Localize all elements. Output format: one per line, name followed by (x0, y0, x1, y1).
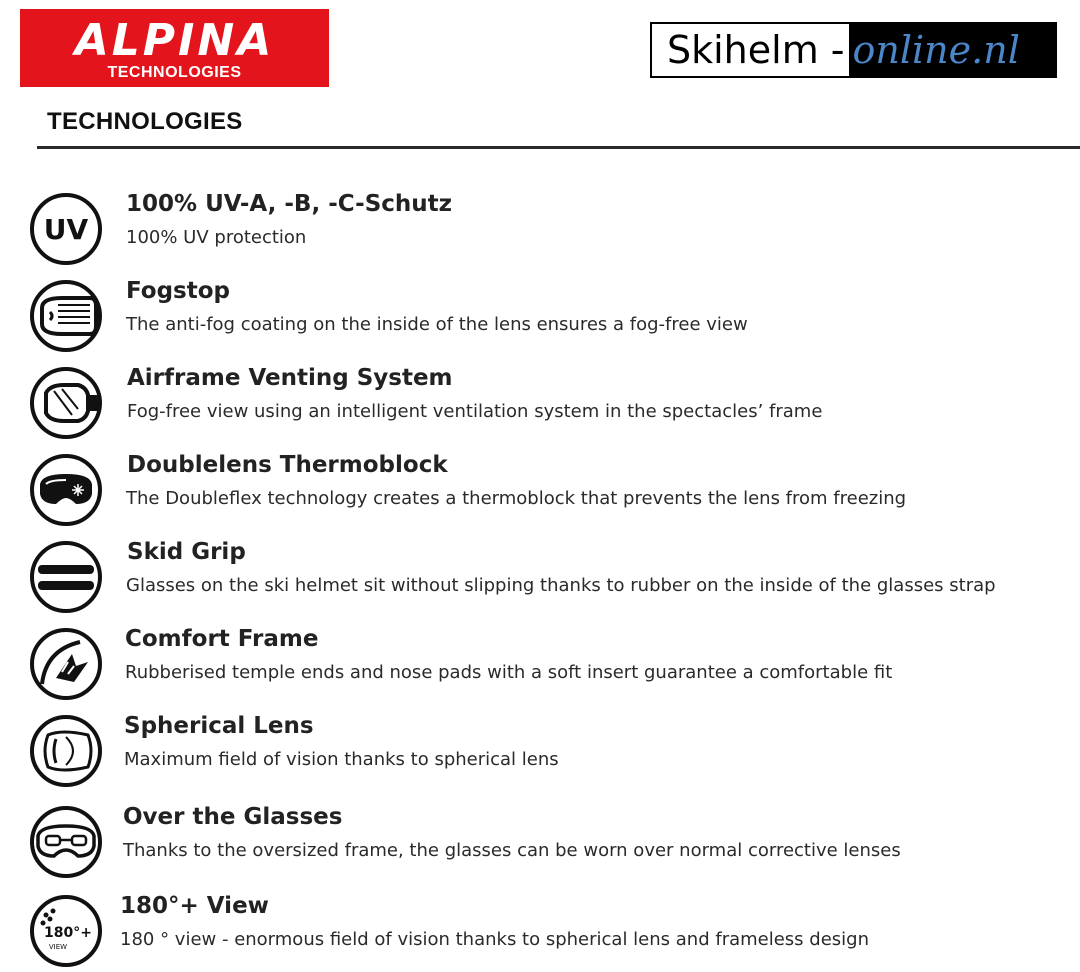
feature-description: Thanks to the oversized frame, the glasses can be worn over normal corrective lenses (123, 840, 901, 861)
feature-title: Comfort Frame (125, 626, 319, 652)
feature-item-over-the-glasses (28, 804, 1080, 884)
feature-item-skid-grip (28, 539, 1080, 619)
180-view-icon (28, 893, 104, 969)
feature-title: Airframe Venting System (127, 365, 453, 391)
over-the-glasses-icon (28, 804, 104, 880)
feature-item-comfort-frame (28, 626, 1080, 706)
feature-item-doublelens-thermoblock (28, 452, 1080, 532)
feature-title: Skid Grip (127, 539, 246, 565)
feature-item-uv (28, 191, 1080, 271)
shop-logo-part1: Skihelm - (652, 24, 849, 76)
shop-logo-part2: online.nl (849, 24, 1055, 76)
alpina-brand-text: ALPINA (74, 15, 275, 66)
doublelens-thermoblock-icon (28, 452, 104, 528)
svg-text:UV: UV (43, 213, 89, 246)
comfort-frame-icon (28, 626, 104, 702)
fogstop-icon (28, 278, 104, 354)
180-view-icon-subtext: VIEW (48, 943, 68, 951)
feature-title: 180°+ View (120, 893, 269, 919)
feature-item-spherical-lens (28, 713, 1080, 793)
feature-item-fogstop (28, 278, 1080, 358)
skid-grip-icon (28, 539, 104, 615)
feature-description: 180 ° view - enormous field of vision thanks to spherical lens and frameless design (120, 929, 869, 950)
feature-title: Over the Glasses (123, 804, 343, 830)
feature-item-180-view (28, 893, 1080, 972)
feature-description: 100% UV protection (126, 227, 307, 248)
alpina-subtitle-text: TECHNOLOGIES (107, 64, 242, 81)
feature-title: 100% UV-A, -B, -C-Schutz (126, 191, 453, 217)
feature-description: Maximum field of vision thanks to spherical lens (124, 749, 559, 770)
uv-icon (28, 191, 104, 267)
feature-description: The anti-fog coating on the inside of the lens ensures a fog-free view (126, 314, 748, 335)
feature-description: Fog-free view using an intelligent ventilation system in the spectacles’ frame (127, 401, 823, 422)
airframe-venting-icon (28, 365, 104, 441)
section-title: TECHNOLOGIES (47, 108, 243, 135)
feature-title: Fogstop (126, 278, 230, 304)
feature-item-airframe-venting (28, 365, 1080, 445)
feature-title: Doublelens Thermoblock (127, 452, 448, 478)
spherical-lens-icon (28, 713, 104, 789)
feature-description: The Doubleflex technology creates a thermoblock that prevents the lens from freezing (126, 488, 907, 509)
feature-title: Spherical Lens (124, 713, 314, 739)
180-view-icon-text: 180°+ (44, 925, 92, 941)
feature-description: Rubberised temple ends and nose pads with a soft insert guarantee a comfortable fit (125, 662, 893, 683)
feature-description: Glasses on the ski helmet sit without slipping thanks to rubber on the inside of the glasses strap (126, 575, 996, 596)
